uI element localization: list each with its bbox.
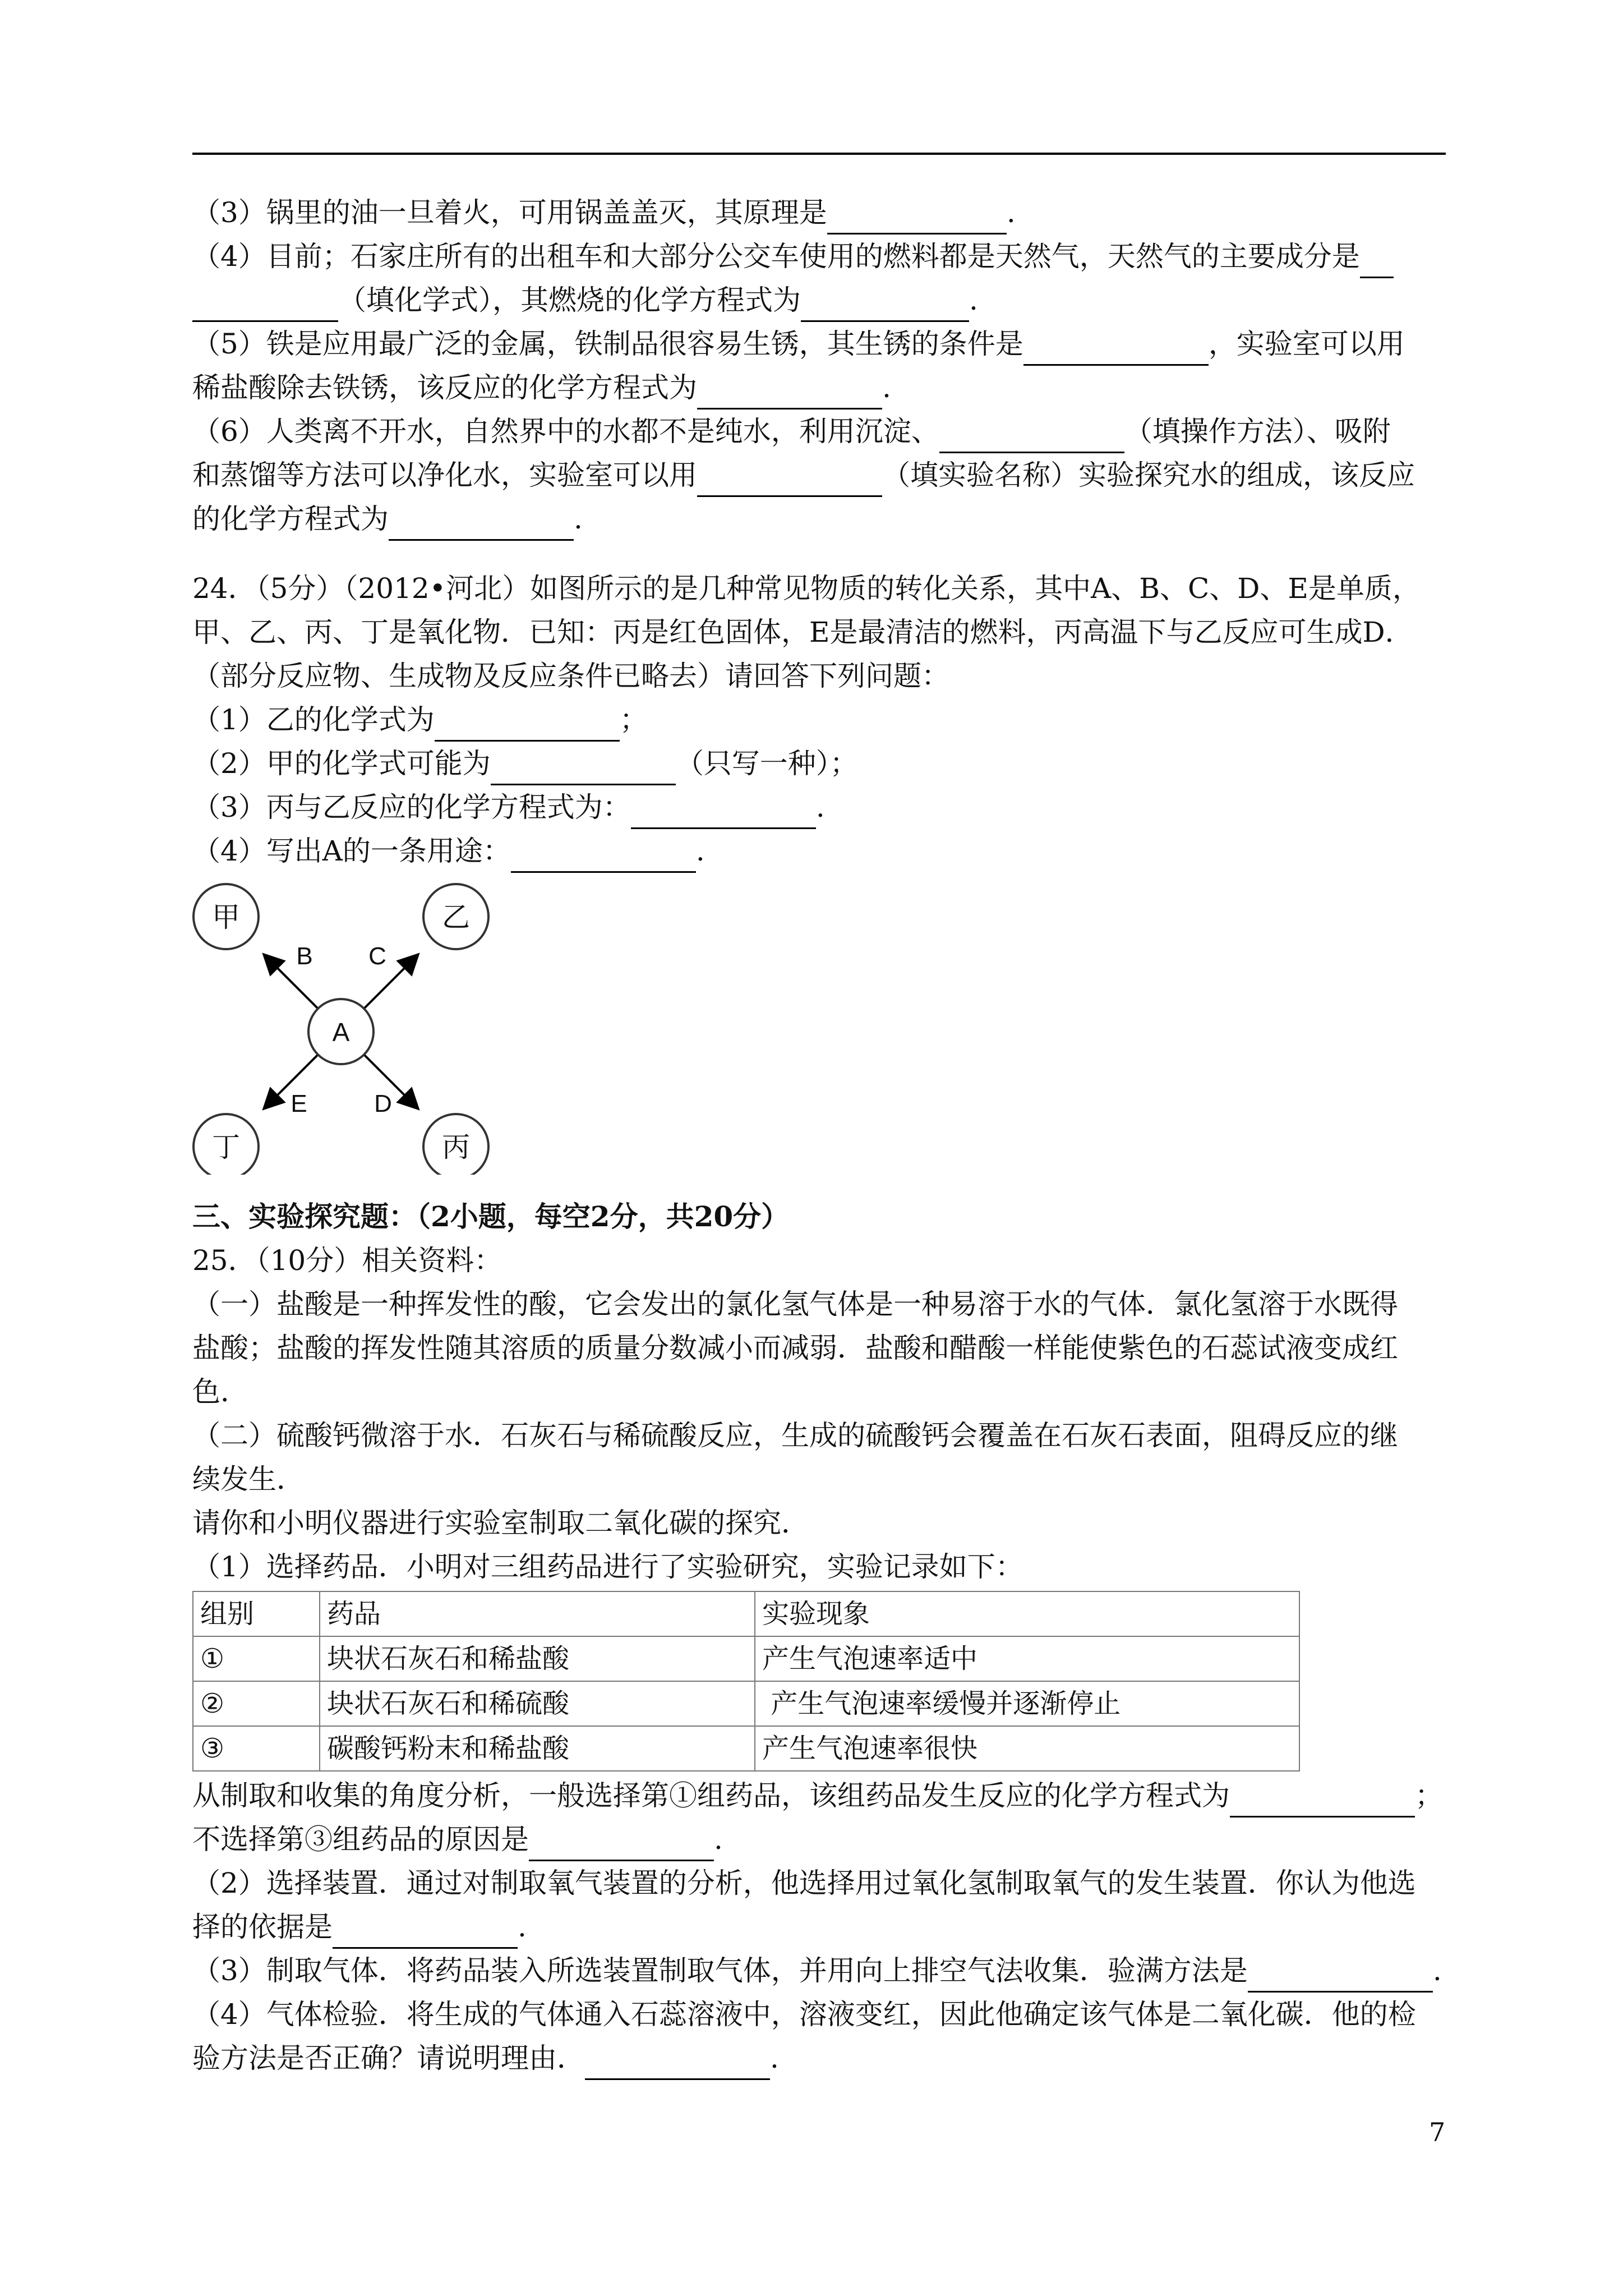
q25-text: . xyxy=(714,1823,723,1856)
table-header: 实验现象 xyxy=(755,1591,1299,1636)
q24-text: ； xyxy=(619,703,648,736)
page-content xyxy=(192,191,1446,2080)
q23-line-5b xyxy=(192,366,1446,409)
q23-text: （3）锅里的油一旦着火，可用锅盖盖灭，其原理是 xyxy=(192,196,827,229)
q25-task-2: （2）选择装置．通过对制取氧气装置的分析，他选择用过氧化氢制取氧气的发生装置．你认为他选 xyxy=(192,1867,1416,1899)
q25-task-1: （1）选择药品．小明对三组药品进行了实验研究，实验记录如下： xyxy=(192,1550,1023,1583)
table-header: 组别 xyxy=(193,1591,320,1636)
q23-text: . xyxy=(574,503,583,535)
answer-blank[interactable] xyxy=(529,1828,714,1861)
node-label-ding: 丁 xyxy=(212,1131,240,1163)
q23-text: . xyxy=(1006,196,1016,229)
table-row xyxy=(193,1681,1299,1726)
q24-text: （3）丙与乙反应的化学方程式为： xyxy=(192,791,631,823)
q25-text: 不选择第③组药品的原因是 xyxy=(192,1823,529,1856)
q25-task-4: （4）气体检验．将生成的气体通入石蕊溶液中，溶液变红，因此他确定该气体是二氧化碳．他的检 xyxy=(192,1998,1416,2031)
table-cell: 块状石灰石和稀盐酸 xyxy=(320,1636,755,1681)
table-cell: ② xyxy=(193,1681,320,1726)
q25-text: . xyxy=(518,1911,527,1943)
table-cell: ③ xyxy=(193,1726,320,1771)
answer-blank[interactable] xyxy=(801,289,969,322)
q24-intro-1: 24．（5分）（2012•河北）如图所示的是几种常见物质的转化关系，其中A、B、C、D、E是单质， xyxy=(192,572,1421,605)
q25-material-3: 色． xyxy=(192,1375,248,1408)
q23-text: . xyxy=(882,371,891,404)
answer-blank[interactable] xyxy=(1230,1784,1415,1818)
q23-text: ，实验室可以用 xyxy=(1208,328,1405,360)
q23-text: （6）人类离不开水，自然界中的水都不是纯水，利用沉淀、 xyxy=(192,415,939,448)
answer-blank[interactable] xyxy=(491,752,676,785)
q25-answer-1 xyxy=(192,1774,1446,1818)
q24-sub-2 xyxy=(192,742,1446,785)
table-cell: 块状石灰石和稀硫酸 xyxy=(320,1681,755,1726)
q24-sub-3 xyxy=(192,785,1446,829)
q23-text: . xyxy=(969,284,978,316)
q23-text: （填化学式），其燃烧的化学方程式为 xyxy=(338,284,801,316)
q25-material-1: （一）盐酸是一种挥发性的酸，它会发出的氯化氢气体是一种易溶于水的气体．氯化氢溶于水既得 xyxy=(192,1288,1398,1320)
table-row xyxy=(193,1636,1299,1681)
section-title: 三、实验探究题：（2小题，每空2分，共20分） xyxy=(192,1200,790,1233)
q23-text: 和蒸馏等方法可以净化水，实验室可以用 xyxy=(192,459,697,491)
q25-text: 择的依据是 xyxy=(192,1911,333,1943)
q24-sub-4 xyxy=(192,829,1446,873)
q23-line-6 xyxy=(192,409,1446,453)
node-label-yi: 乙 xyxy=(442,901,470,933)
q25-text: 验方法是否正确？请说明理由． xyxy=(192,2042,585,2074)
spacer xyxy=(192,541,1446,567)
answer-blank[interactable] xyxy=(697,464,882,497)
arrow-label-c: C xyxy=(368,942,386,970)
q24-text: （1）乙的化学式为 xyxy=(192,703,435,736)
answer-blank[interactable] xyxy=(939,420,1124,453)
answer-blank[interactable] xyxy=(511,840,696,873)
header-rule xyxy=(192,153,1446,155)
node-label-a: A xyxy=(332,1018,350,1047)
q25-task-2b xyxy=(192,1905,1446,1949)
q23-text: （填实验名称）实验探究水的组成，该反应 xyxy=(882,459,1415,491)
q23-line-6c xyxy=(192,497,1446,541)
table-cell: ① xyxy=(193,1636,320,1681)
arrow-label-e: E xyxy=(291,1090,307,1117)
answer-blank[interactable] xyxy=(1248,1959,1433,1993)
q24-text: . xyxy=(695,835,705,867)
q25-task-4b xyxy=(192,2036,1446,2080)
q24-text: （4）写出A的一条用途： xyxy=(192,835,511,867)
q25-head: 25．（10分）相关资料： xyxy=(192,1244,502,1277)
conversion-diagram xyxy=(192,883,551,1175)
experiment-table xyxy=(192,1591,1300,1772)
q23-text: 的化学方程式为 xyxy=(192,503,389,535)
q24-intro-3: （部分反应物、生成物及反应条件已略去）请回答下列问题： xyxy=(192,660,949,692)
q25-text: 从制取和收集的角度分析，一般选择第①组药品，该组药品发生反应的化学方程式为 xyxy=(192,1779,1230,1812)
q23-text: 稀盐酸除去铁锈，该反应的化学方程式为 xyxy=(192,371,697,404)
table-cell: 碳酸钙粉末和稀盐酸 xyxy=(320,1726,755,1771)
q23-line-6b xyxy=(192,453,1446,497)
q24-text: （2）甲的化学式可能为 xyxy=(192,747,491,780)
node-label-bing: 丙 xyxy=(442,1131,470,1163)
answer-blank[interactable] xyxy=(827,201,1007,234)
answer-blank[interactable] xyxy=(333,1916,518,1949)
q23-text: （填操作方法）、吸附 xyxy=(1124,415,1391,448)
table-cell: 产生气泡速率很快 xyxy=(755,1726,1299,1771)
table-cell: 产生气泡速率适中 xyxy=(755,1636,1299,1681)
page-number: 7 xyxy=(1429,2117,1446,2147)
arrow-label-b: B xyxy=(296,942,313,970)
answer-blank[interactable] xyxy=(1023,333,1209,366)
q23-line-4 xyxy=(192,234,1446,278)
table-header: 药品 xyxy=(320,1591,755,1636)
q24-text: . xyxy=(815,791,825,823)
answer-blank[interactable] xyxy=(585,2047,770,2080)
answer-blank[interactable] xyxy=(389,508,574,541)
q25-text: （3）制取气体．将药品装入所选装置制取气体，并用向上排空气法收集．验满方法是 xyxy=(192,1954,1248,1987)
answer-blank[interactable] xyxy=(697,376,882,409)
q25-task-3 xyxy=(192,1949,1446,1993)
q23-text: （4）目前；石家庄所有的出租车和大部分公交车使用的燃料都是天然气，天然气的主要成分是 xyxy=(192,240,1360,273)
q24-intro-2: 甲、乙、丙、丁是氧化物．已知：丙是红色固体，E是最清洁的燃料，丙高温下与乙反应可生成D． xyxy=(192,616,1413,648)
q25-text: . xyxy=(1432,1954,1442,1987)
answer-blank[interactable] xyxy=(435,708,620,742)
q25-answer-2 xyxy=(192,1818,1446,1861)
q25-material-5: 续发生． xyxy=(192,1463,305,1496)
q25-material-4: （二）硫酸钙微溶于水．石灰石与稀硫酸反应，生成的硫酸钙会覆盖在石灰石表面，阻碍反应的继 xyxy=(192,1419,1398,1452)
arrow-label-d: D xyxy=(374,1090,392,1117)
answer-blank[interactable] xyxy=(631,796,816,829)
answer-blank[interactable] xyxy=(1360,245,1394,278)
q25-text: . xyxy=(770,2042,779,2074)
table-row xyxy=(193,1726,1299,1771)
q24-sub-1 xyxy=(192,698,1446,742)
table-cell: 产生气泡速率缓慢并逐渐停止 xyxy=(755,1681,1299,1726)
q25-material-2: 盐酸；盐酸的挥发性随其溶质的质量分数减小而减弱．盐酸和醋酸一样能使紫色的石蕊试液变成红 xyxy=(192,1332,1398,1364)
q24-text: （只写一种）； xyxy=(675,747,858,780)
q25-material-6: 请你和小明仪器进行实验室制取二氧化碳的探究． xyxy=(192,1507,809,1539)
table-header-row xyxy=(193,1591,1299,1636)
answer-blank[interactable] xyxy=(192,289,338,322)
q23-text: （5）铁是应用最广泛的金属，铁制品很容易生锈，其生锈的条件是 xyxy=(192,328,1023,360)
q23-line-4b xyxy=(192,278,1446,322)
node-label-jia: 甲 xyxy=(212,901,240,933)
q25-text: ； xyxy=(1415,1779,1443,1812)
q23-line-3 xyxy=(192,191,1446,234)
q23-line-5 xyxy=(192,322,1446,366)
